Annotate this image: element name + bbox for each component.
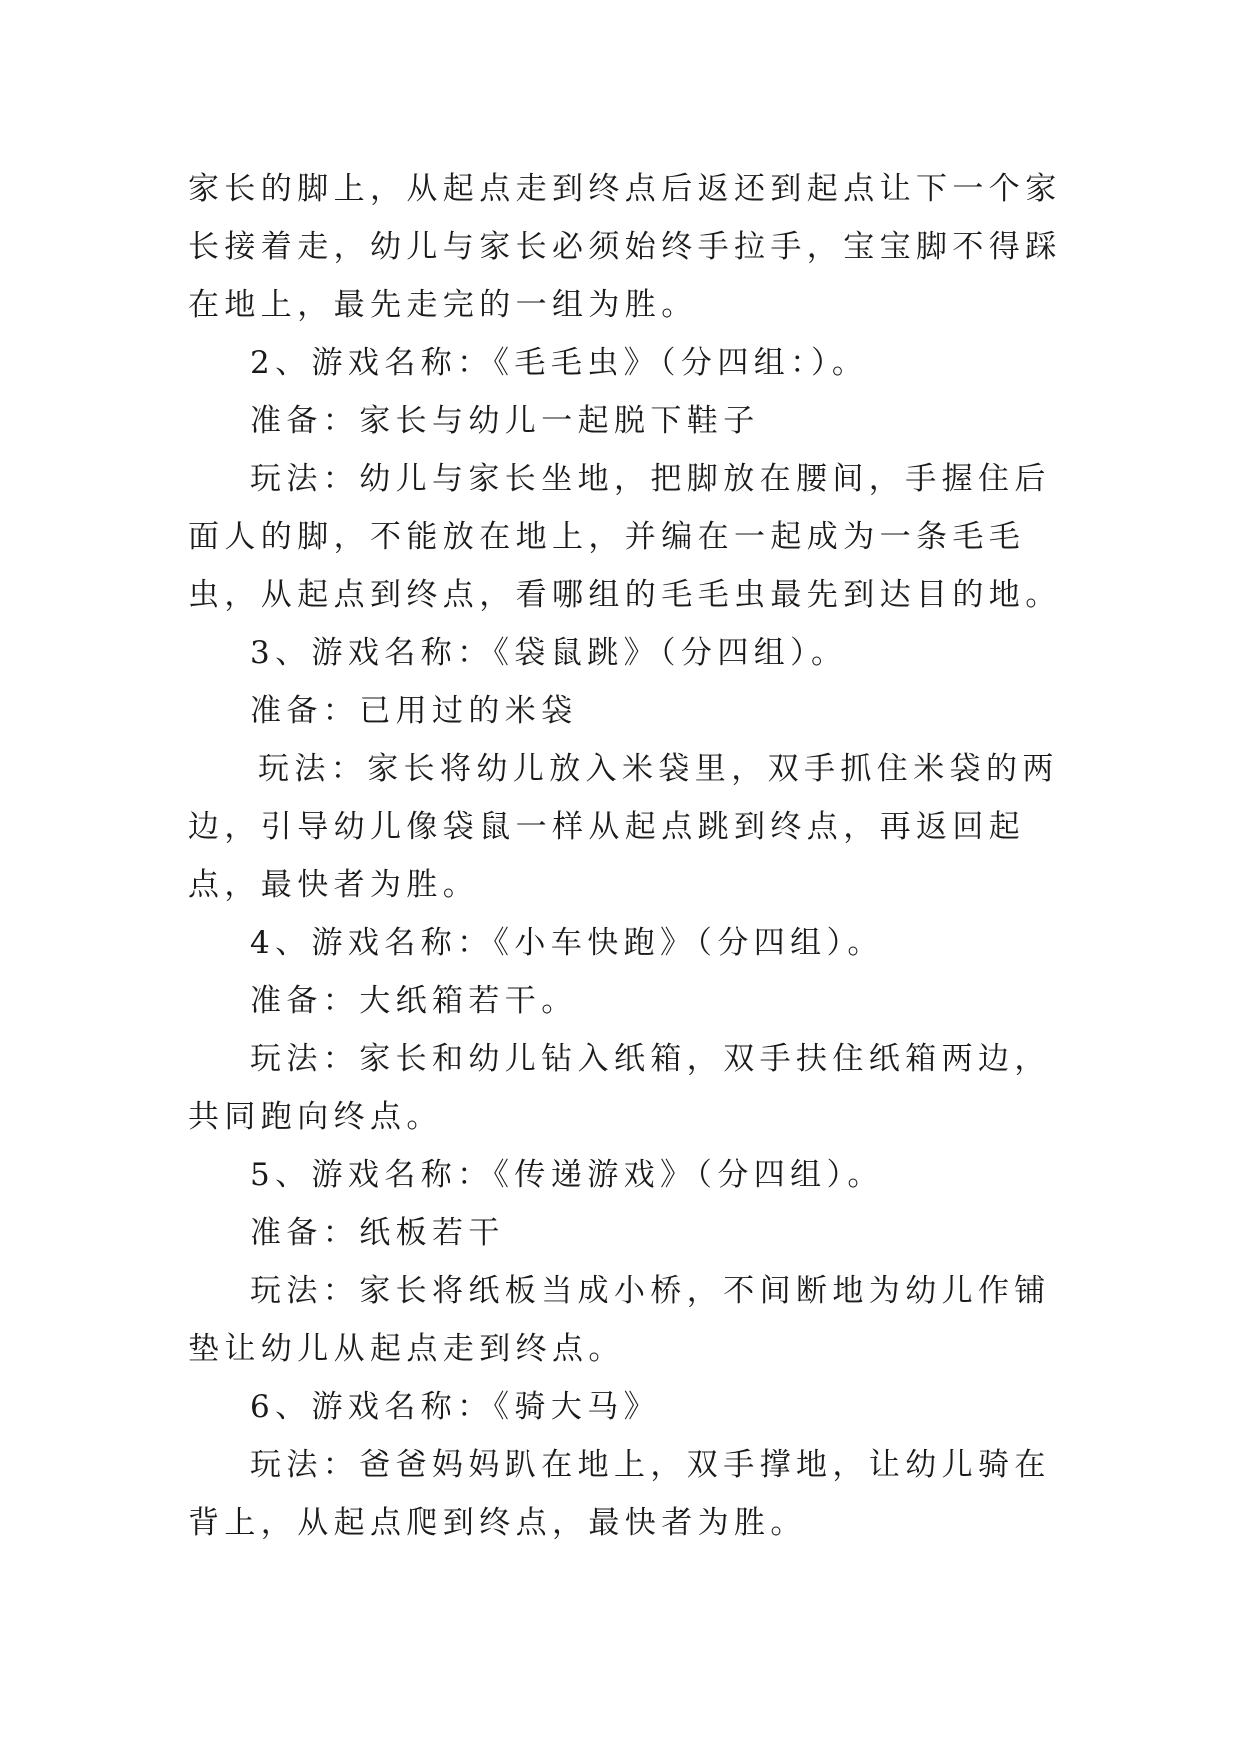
- game-5-rules: 玩法：家长将纸板当成小桥，不间断地为幼儿作铺垫让幼儿从起点走到终点。: [188, 1273, 1051, 1367]
- document-body: [188, 160, 1068, 1552]
- game-5-title: 5、游戏名称：《传递游戏》（分四组）。: [250, 1157, 884, 1193]
- game-4-preparation: 准备：大纸箱若干。: [250, 983, 578, 1019]
- game-2-title: 2、游戏名称：《毛毛虫》（分四组：）。: [250, 345, 869, 381]
- game-4-rules: 玩法：家长和幼儿钻入纸箱，双手扶住纸箱两边，共同跑向终点。: [188, 1041, 1051, 1135]
- paragraph-continuation: 家长的脚上，从起点走到终点后返还到起点让下一个家长接着走，幼儿与家长必须始终手拉手，宝宝脚不得踩在地上，最先走完的一组为胜。: [188, 171, 1062, 323]
- game-3-rules: 玩法：家长将幼儿放入米袋里，双手抓住米袋的两边，引导幼儿像袋鼠一样从起点跳到终点，再返回起点，最快者为胜。: [188, 751, 1059, 903]
- game-2-rules: 玩法：幼儿与家长坐地，把脚放在腰间，手握住后面人的脚，不能放在地上，并编在一起成为一条毛毛虫，从起点到终点，看哪组的毛毛虫最先到达目的地。: [188, 461, 1062, 613]
- game-6-title: 6、游戏名称：《骑大马》: [250, 1389, 661, 1425]
- game-3-title: 3、游戏名称：《袋鼠跳》（分四组）。: [250, 635, 848, 671]
- game-3-preparation: 准备：已用过的米袋: [250, 693, 578, 729]
- game-2-preparation: 准备：家长与幼儿一起脱下鞋子: [250, 403, 760, 439]
- game-5-preparation: 准备：纸板若干: [250, 1215, 505, 1251]
- game-4-title: 4、游戏名称：《小车快跑》（分四组）。: [250, 925, 884, 961]
- game-6-rules: 玩法：爸爸妈妈趴在地上，双手撑地，让幼儿骑在背上，从起点爬到终点，最快者为胜。: [188, 1447, 1051, 1541]
